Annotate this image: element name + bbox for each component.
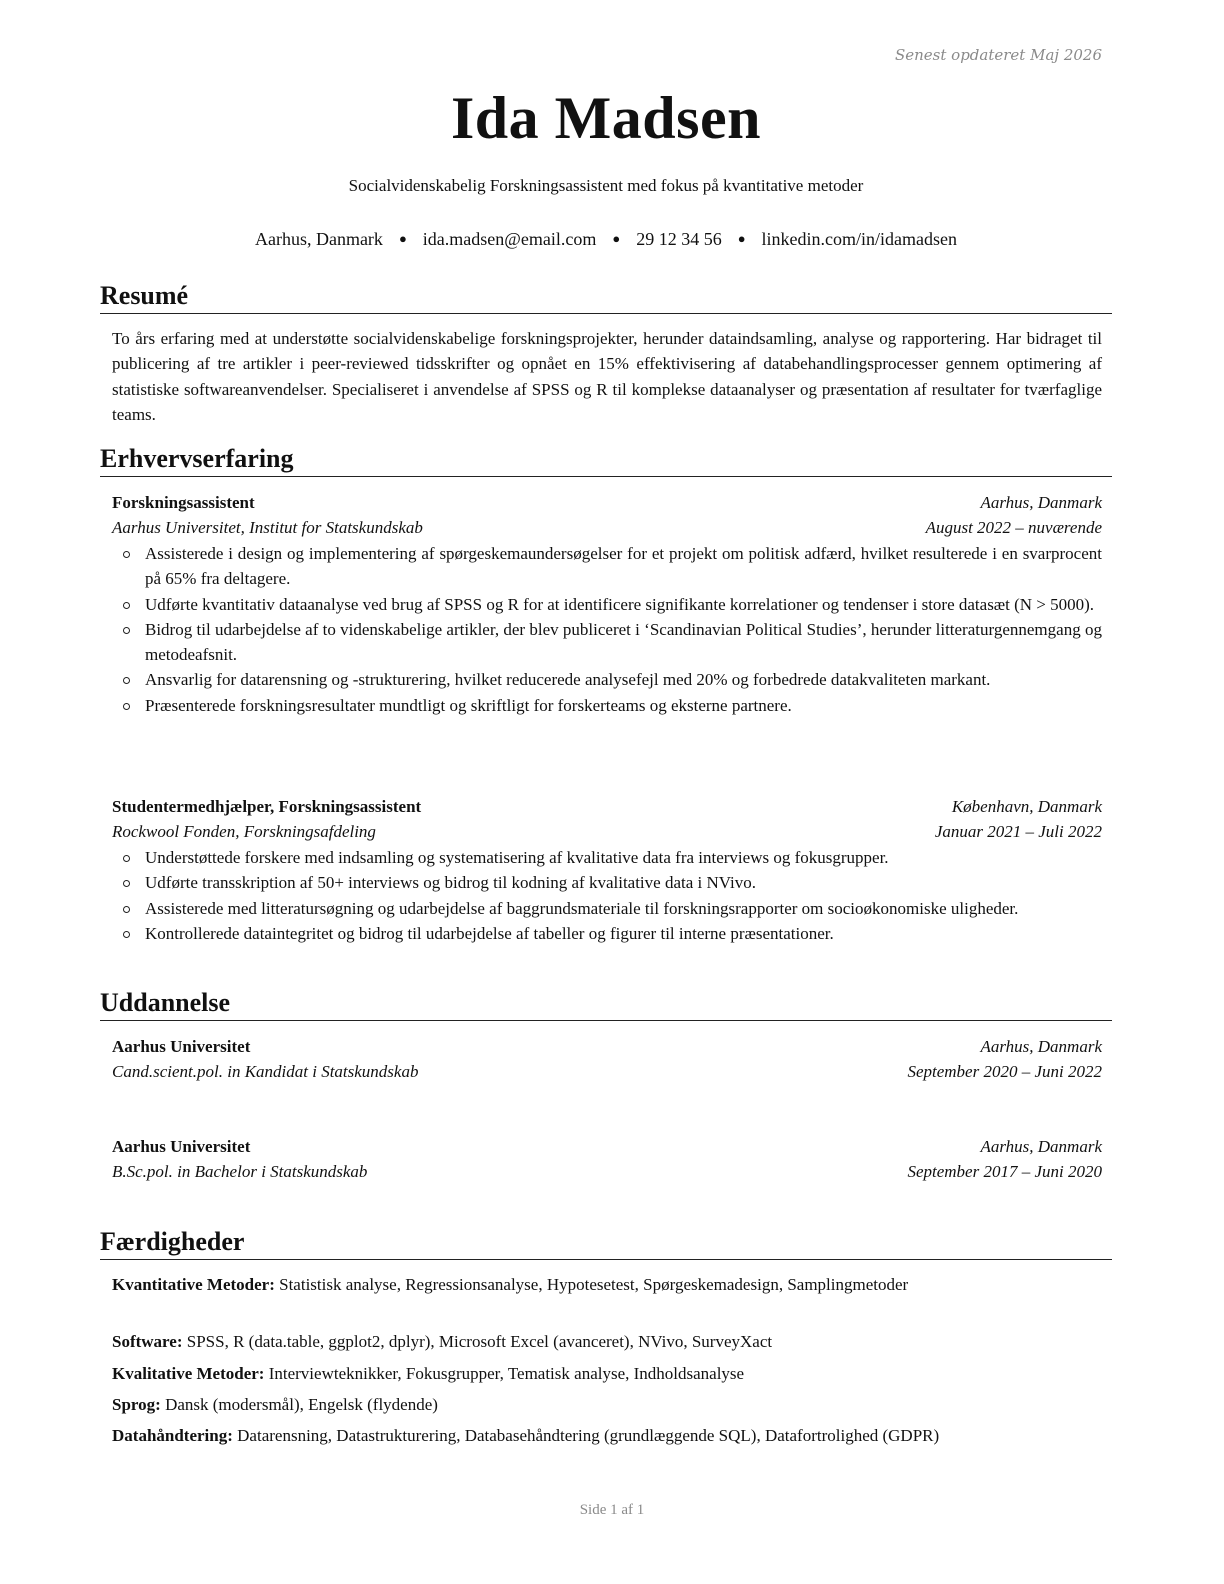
skill-label: Software: [112, 1332, 183, 1351]
bullet-icon [123, 602, 130, 609]
bullet-icon [123, 677, 130, 684]
education-school: Aarhus Universitet [112, 1037, 251, 1056]
skill-label: Datahåndtering: [112, 1426, 233, 1445]
section-title-experience: Erhvervserfaring [100, 444, 1112, 477]
list-item: Udførte transskription af 50+ interviews og bidrog til kodning af kvalitative data i NVivo. [112, 870, 1102, 895]
bullet-icon [123, 855, 130, 862]
skill-label: Kvantitative Metoder: [112, 1275, 275, 1294]
list-item: Ansvarlig for datarensning og -strukturering, hvilket reducerede analysefejl med 20% og forbedrede datakvaliteten markant. [112, 667, 1102, 692]
list-item: Bidrog til udarbejdelse af to videnskabelige artikler, der blev publiceret i ‘Scandinavian Political Studies’, herunder litteraturgennemgang og metodeafsnit. [112, 617, 1102, 668]
skill-value: Datarensning, Datastrukturering, Databasehåndtering (grundlæggende SQL), Datafortrolighed (GDPR) [237, 1426, 940, 1445]
education-school: Aarhus Universitet [112, 1137, 251, 1156]
bullet-icon [123, 931, 130, 938]
bullet-icon [123, 551, 130, 558]
bullet-icon [123, 880, 130, 887]
list-item: Assisterede med litteratursøgning og udarbejdelse af baggrundsmateriale til forskningsrapporter om socioøkonomiske uligheder. [112, 896, 1102, 921]
job-location: Aarhus, Danmark [980, 493, 1102, 512]
tagline: Socialvidenskabelig Forskningsassistent med fokus på kvantitative metoder [348, 176, 864, 195]
education-dates: September 2020 – Juni 2022 [907, 1062, 1102, 1081]
contact-phone: 29 12 34 56 [636, 229, 722, 249]
skill-value: Dansk (modersmål), Engelsk (flydende) [165, 1395, 438, 1414]
skill-label: Sprog: [112, 1395, 161, 1414]
job-role: Studentermedhjælper, Forskningsassistent [112, 797, 422, 816]
skill-row [112, 1361, 1102, 1386]
skill-row [112, 1272, 1102, 1297]
skill-value: SPSS, R (data.table, ggplot2, dplyr), Microsoft Excel (avanceret), NVivo, SurveyXact [186, 1332, 773, 1351]
education-location: Aarhus, Danmark [980, 1037, 1102, 1056]
contact-email[interactable]: ida.madsen@email.com [422, 229, 597, 249]
page-number: Side 1 af 1 [579, 1502, 645, 1518]
list-item: Kontrollerede dataintegritet og bidrog til udarbejdelse af tabeller og figurer til interne præsentationer. [112, 921, 1102, 946]
education-degree: B.Sc.pol. in Bachelor i Statskundskab [112, 1162, 368, 1181]
bullet-icon [123, 627, 130, 634]
summary-text: To års erfaring med at understøtte socialvidenskabelige forskningsprojekter, herunder dataindsamling, analyse og rapportering. Har bidraget til publicering af tre artikler i peer-reviewed tidsskrifter og opnået en 15% effektivisering af databehandlingsprocesser gennem optimering af statistiske softwareanvendelser. Specialiseret i anvendelse af SPSS og R til komplekse dataanalyser og præsentation af resultater for tværfaglige teams. [112, 329, 1102, 424]
contact-location: Aarhus, Danmark [254, 229, 383, 249]
job-dates: Januar 2021 – Juli 2022 [934, 822, 1102, 841]
job-bullets [112, 845, 1102, 946]
list-item: Udførte kvantitativ dataanalyse ved brug af SPSS og R for at identificere signifikante korrelationer og tendenser i store datasæt (N > 5000). [112, 592, 1102, 617]
bullet-icon [123, 703, 130, 710]
person-name: Ida Madsen [450, 85, 762, 151]
skill-value: Interviewteknikker, Fokusgrupper, Tematisk analyse, Indholdsanalyse [268, 1364, 745, 1383]
skill-value: Statistisk analyse, Regressionsanalyse, Hypotesetest, Spørgeskemadesign, Samplingmetoder [279, 1275, 909, 1294]
bullet-separator: ● [737, 231, 746, 246]
job-organization: Rockwool Fonden, Forskningsafdeling [112, 822, 376, 841]
job-organization: Aarhus Universitet, Institut for Statskundskab [112, 518, 423, 537]
list-item: Understøttede forskere med indsamling og systematisering af kvalitative data fra interviews og fokusgrupper. [112, 845, 1102, 870]
job-role: Forskningsassistent [112, 493, 255, 512]
job-dates: August 2022 – nuværende [925, 518, 1102, 537]
section-title-summary: Resumé [100, 281, 1112, 314]
job-bullets [112, 541, 1102, 718]
bullet-icon [123, 906, 130, 913]
section-title-skills: Færdigheder [100, 1227, 1112, 1260]
last-updated: Senest opdateret Maj 2026 [894, 46, 1102, 64]
bullet-separator: ● [398, 231, 407, 246]
list-item: Præsenterede forskningsresultater mundtligt og skriftligt for forskerteams og eksterne partnere. [112, 693, 1102, 718]
job-location: København, Danmark [951, 797, 1102, 816]
skill-label: Kvalitative Metoder: [112, 1364, 265, 1383]
contact-line [100, 229, 1112, 250]
bullet-separator: ● [612, 231, 621, 246]
skill-row [112, 1329, 1102, 1354]
education-location: Aarhus, Danmark [980, 1137, 1102, 1156]
resume-page [100, 0, 1112, 1584]
contact-linkedin[interactable]: linkedin.com/in/idamadsen [761, 229, 958, 249]
education-dates: September 2017 – Juni 2020 [907, 1162, 1102, 1181]
skill-row [112, 1392, 1102, 1417]
skill-row [112, 1423, 1102, 1448]
list-item: Assisterede i design og implementering af spørgeskemaundersøgelser for et projekt om politisk adfærd, hvilket resulterede i en svarprocent på 65% fra deltagere. [112, 541, 1102, 592]
education-degree: Cand.scient.pol. in Kandidat i Statskundskab [112, 1062, 419, 1081]
section-title-education: Uddannelse [100, 988, 1112, 1021]
